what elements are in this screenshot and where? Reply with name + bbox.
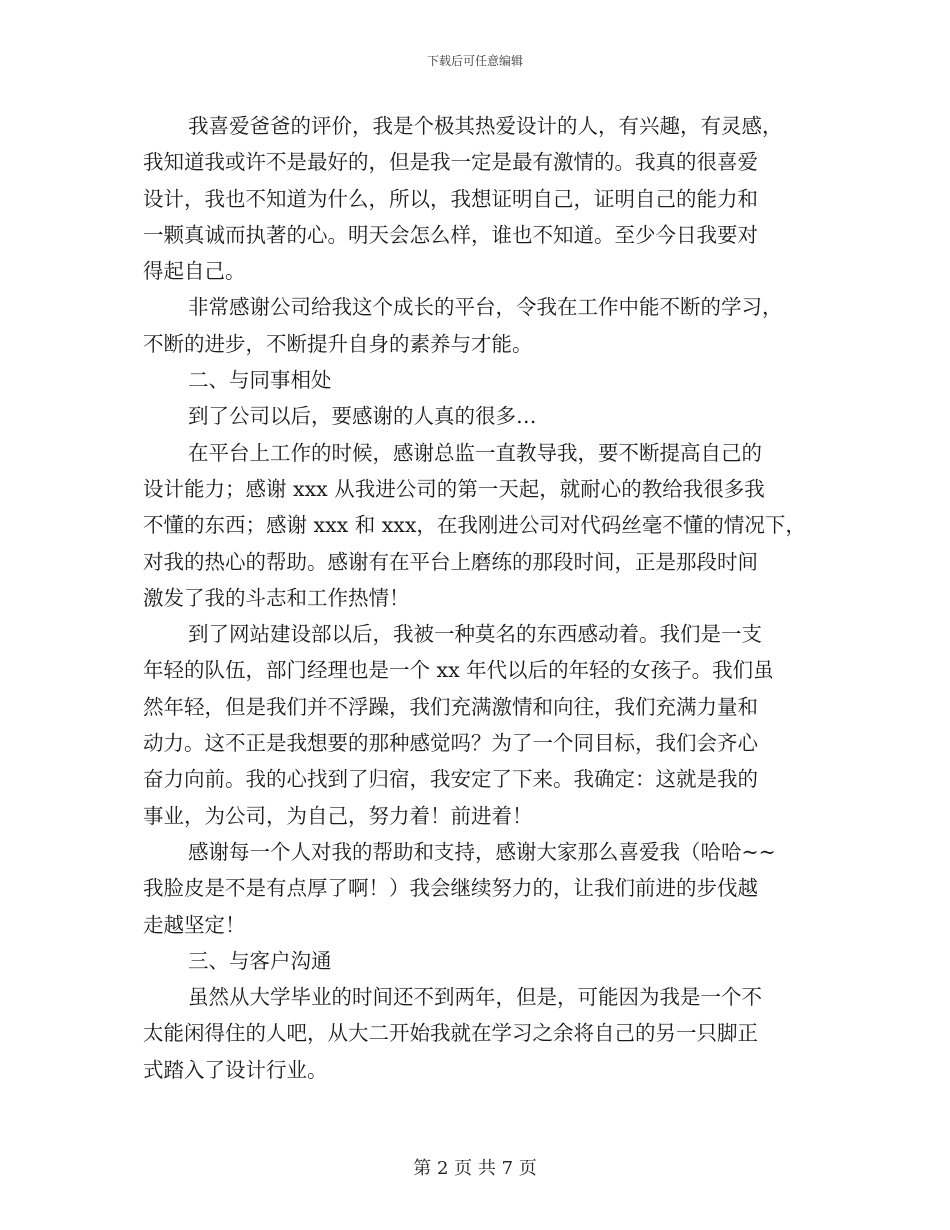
page-header-note: 下载后可任意编辑 bbox=[426, 54, 523, 68]
text-line: 激发了我的斗志和工作热情！ bbox=[143, 585, 410, 610]
page-number-footer: 第 2 页 共 7 页 bbox=[413, 1158, 537, 1179]
text-line: 设计能力；感谢 xxx 从我进公司的第一天起，就耐心的教给我很多我 bbox=[143, 476, 765, 501]
text-line: 我喜爱爸爸的评价，我是个极其热爱设计的人，有兴趣，有灵感， bbox=[188, 114, 783, 138]
text-line: 对我的热心的帮助。感谢有在平台上磨练的那段时间，正是那段时间 bbox=[143, 549, 758, 574]
text-line: 动力。这不正是我想要的那种感觉吗？为了一个同目标，我们会齐心 bbox=[143, 731, 758, 756]
text-line: 太能闲得住的人吧，从大二开始我就在学习之余将自己的另一只脚正 bbox=[143, 1021, 758, 1046]
text-line: 不断的进步，不断提升自身的素养与才能。 bbox=[143, 331, 533, 356]
text-line: 然年轻，但是我们并不浮躁，我们充满激情和向往，我们充满力量和 bbox=[143, 694, 758, 719]
text-line: 一颗真诚而执著的心。明天会怎么样，谁也不知道。至少今日我要对 bbox=[143, 222, 758, 247]
text-line: 事业，为公司，为自己，努力着！前进着！ bbox=[143, 803, 533, 828]
text-line: 走越坚定！ bbox=[143, 912, 246, 937]
text-line: 我知道我或许不是最好的，但是我一定是最有激情的。我真的很喜爱 bbox=[143, 150, 758, 175]
text-line: 在平台上工作的时候，感谢总监一直教导我，要不断提高自己的 bbox=[188, 440, 762, 465]
body-text bbox=[143, 108, 823, 1088]
text-line: 我脸皮是不是有点厚了啊！）我会继续努力的，让我们前进的步伐越 bbox=[143, 876, 758, 901]
text-line: 感谢每一个人对我的帮助和支持，感谢大家那么喜爱我（哈哈~~ bbox=[188, 839, 776, 864]
text-line: 设计，我也不知道为什么，所以，我想证明自己，证明自己的能力和 bbox=[143, 186, 758, 211]
text-line: 到了网站建设部以后，我被一种莫名的东西感动着。我们是一支 bbox=[188, 622, 762, 647]
text-line: 虽然从大学毕业的时间还不到两年，但是，可能因为我是一个不 bbox=[188, 985, 762, 1010]
text-line: 到了公司以后，要感谢的人真的很多… bbox=[188, 404, 537, 429]
text-line: 非常感谢公司给我这个成长的平台，令我在工作中能不断的学习， bbox=[188, 295, 783, 320]
text-line: 式踏入了设计行业。 bbox=[143, 1057, 328, 1082]
text-line: 奋力向前。我的心找到了归宿，我安定了下来。我确定：这就是我的 bbox=[143, 767, 758, 792]
section-heading: 三、与客户沟通 bbox=[188, 948, 332, 973]
text-line: 不懂的东西；感谢 xxx 和 xxx，在我刚进公司对代码丝毫不懂的情况下， bbox=[143, 513, 806, 538]
text-line: 得起自己。 bbox=[143, 259, 246, 284]
text-line: 年轻的队伍，部门经理也是一个 xx 年代以后的年轻的女孩子。我们虽 bbox=[143, 658, 774, 683]
section-heading: 二、与同事相处 bbox=[188, 368, 332, 393]
